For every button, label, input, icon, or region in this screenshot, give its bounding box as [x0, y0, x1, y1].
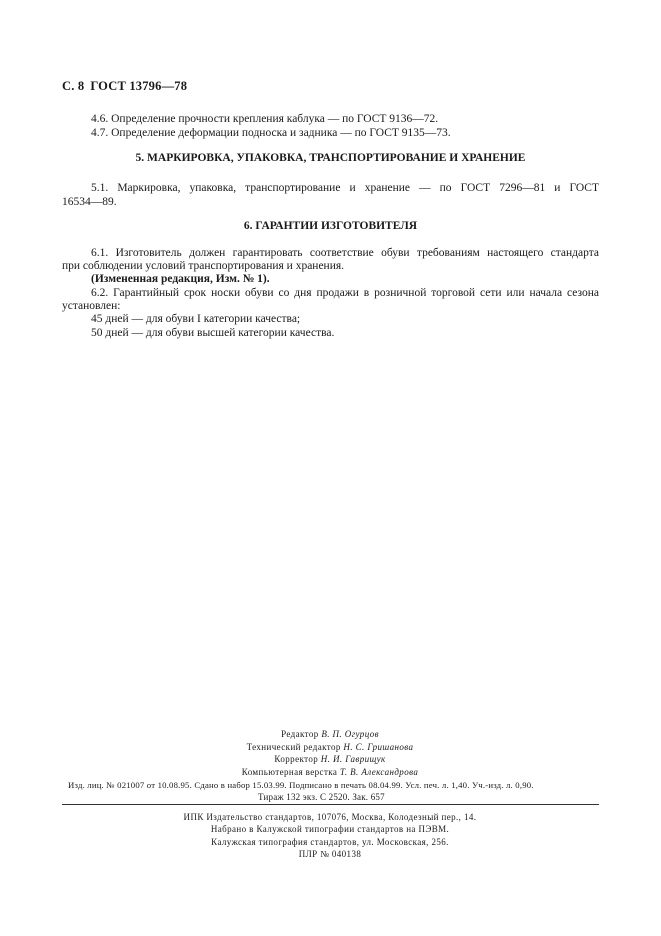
- clause-6-1-line1: 6.1. Изготовитель должен гарантировать соответствие обуви требованиям настоящего стандарта: [91, 247, 599, 259]
- credits-block: [160, 728, 500, 778]
- clause-6-1-line2: при соблюдении условий транспортирования и хранения.: [62, 260, 345, 272]
- imprint-line-1: Изд. лиц. № 021007 от 10.08.95. Сдано в набор 15.03.99. Подписано в печать 08.04.99. Усл. печ. л. 1,40. Уч.-изд. л. 0,90.: [68, 780, 534, 790]
- section-6-title: 6. ГАРАНТИИ ИЗГОТОВИТЕЛЯ: [243, 220, 418, 232]
- clause-5-1-line1: 5.1. Маркировка, упаковка, транспортирование и хранение — по ГОСТ 7296—81 и ГОСТ: [91, 182, 599, 194]
- clause-4-7: 4.7. Определение деформации подноска и задника — по ГОСТ 9135—73.: [91, 127, 451, 139]
- section-5-title: 5. МАРКИРОВКА, УПАКОВКА, ТРАНСПОРТИРОВАНИЕ И ХРАНЕНИЕ: [135, 152, 526, 164]
- credit-editor: Редактор В. П. Огурцов: [281, 729, 379, 739]
- page-number: С. 8: [62, 79, 85, 93]
- publisher-footer: [130, 811, 530, 860]
- credit-layout: Компьютерная верстка Т. В. Александрова: [241, 766, 419, 777]
- credit-tech-editor: Технический редактор Н. С. Гришанова: [246, 741, 414, 752]
- clause-6-2-line2: установлен:: [62, 300, 121, 312]
- footer-line-1: ИПК Издательство стандартов, 107076, Москва, Колодезный пер., 14.: [183, 812, 477, 822]
- clause-6-2-line1: 6.2. Гарантийный срок носки обуви со дня продажи в розничной торговой сети или начала сезона: [91, 287, 599, 299]
- divider-rule: [62, 804, 599, 805]
- credit-corrector: Корректор Н. И. Гаврищук: [274, 754, 386, 764]
- imprint-line-2: Тираж 132 экз. С 2520. Зак. 657: [258, 792, 385, 802]
- footer-line-2: Набрано в Калужской типографии стандартов на ПЭВМ.: [210, 824, 450, 835]
- amendment-note: (Измененная редакция, Изм. № 1).: [91, 273, 270, 285]
- guarantee-term-2: 50 дней — для обуви высшей категории качества.: [91, 327, 335, 339]
- standard-number: ГОСТ 13796—78: [90, 79, 188, 93]
- page-header: [62, 79, 187, 94]
- footer-line-3: Калужская типография стандартов, ул. Московская, 256.: [211, 836, 449, 847]
- clause-4-6: 4.6. Определение прочности крепления каблука — по ГОСТ 9136—72.: [91, 113, 439, 125]
- guarantee-term-1: 45 дней — для обуви I категории качества;: [91, 313, 301, 325]
- clause-5-1-line2: 16534—89.: [62, 196, 117, 208]
- footer-line-4: ПЛР № 040138: [298, 848, 362, 859]
